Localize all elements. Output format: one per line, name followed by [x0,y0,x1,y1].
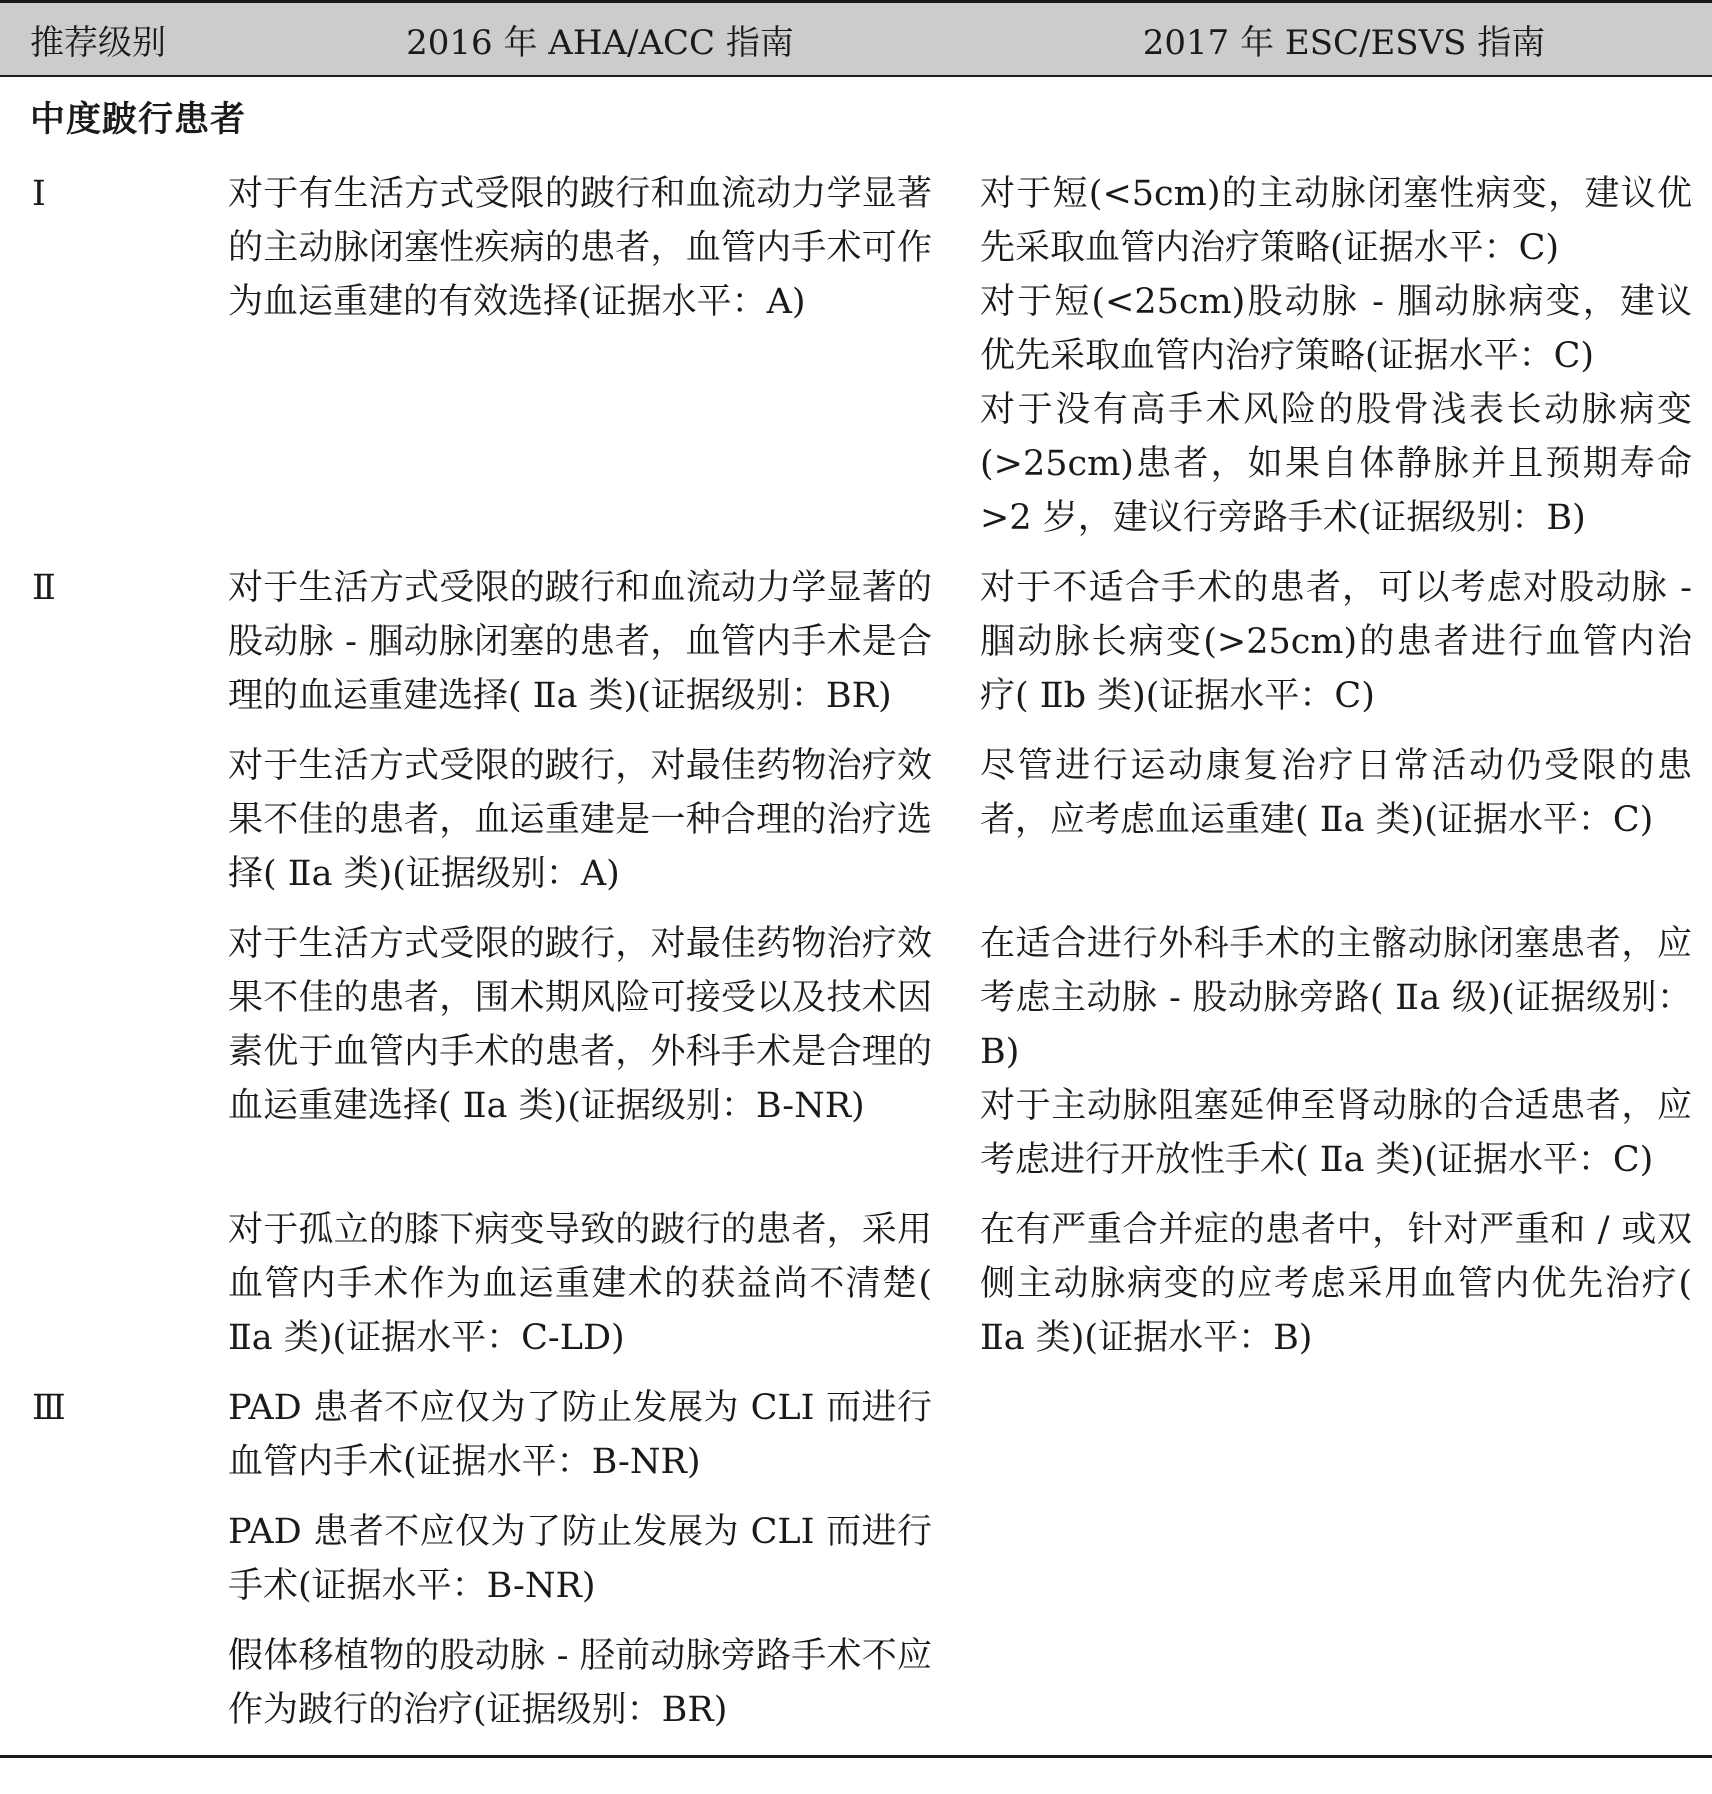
aha-2016-recommendation: 对于孤立的膝下病变导致的跛行的患者，采用血管内手术作为血运重建术的获益尚不清楚( Ⅱa 类)(证据水平：C-LD) [228,1210,932,1358]
table-row [0,1195,1712,1373]
header-row [0,2,1712,77]
esc-2017-recommendation: 对于主动脉阻塞延伸至肾动脉的合适患者，应考虑进行开放性手术( Ⅱa 类)(证据水平：C) [980,1086,1692,1180]
esc-2017-cell [976,1373,1712,1497]
table-row [0,731,1712,909]
esc-2017-recommendation: 在适合进行外科手术的主髂动脉闭塞患者，应考虑主动脉 - 股动脉旁路( Ⅱa 级)(证据级别：B) [980,924,1692,1072]
table-row [0,909,1712,1195]
esc-2017-recommendation: 在有严重合并症的患者中，针对严重和 / 或双侧主动脉病变的应考虑采用血管内优先治疗( Ⅱa 类)(证据水平：B) [980,1210,1692,1358]
esc-2017-cell [976,909,1712,1195]
table-row [0,1621,1712,1745]
esc-2017-cell [976,159,1712,553]
esc-2017-recommendation: 对于没有高手术风险的股骨浅表长动脉病变(>25cm)患者，如果自体静脉并且预期寿命 >2 岁，建议行旁路手术(证据级别：B) [980,390,1692,538]
esc-2017-recommendation: 对于短(<25cm)股动脉 - 腘动脉病变，建议优先采取血管内治疗策略(证据水平：C) [980,282,1692,376]
table-body [0,76,1712,1757]
recommendation-level [0,909,224,1195]
table-row [0,159,1712,553]
aha-2016-recommendation: 对于生活方式受限的跛行，对最佳药物治疗效果不佳的患者，血运重建是一种合理的治疗选择( Ⅱa 类)(证据级别：A) [228,746,932,894]
esc-2017-cell [976,731,1712,909]
esc-2017-recommendation: 对于不适合手术的患者，可以考虑对股动脉 - 腘动脉长病变(>25cm)的患者进行血管内治疗( Ⅱb 类)(证据水平：C) [980,568,1692,716]
section-title: 中度跛行患者 [30,99,247,140]
aha-2016-cell [224,159,976,553]
aha-2016-recommendation: 对于生活方式受限的跛行和血流动力学显著的股动脉 - 腘动脉闭塞的患者，血管内手术是合理的血运重建选择( Ⅱa 类)(证据级别：BR) [228,568,932,716]
esc-2017-cell [976,1621,1712,1745]
aha-2016-recommendation: PAD 患者不应仅为了防止发展为 CLI 而进行手术(证据水平：B-NR) [228,1512,932,1606]
esc-2017-recommendation: 尽管进行运动康复治疗日常活动仍受限的患者，应考虑血运重建( Ⅱa 类)(证据水平：C) [980,746,1692,840]
table-bottom-rule [0,1745,1712,1757]
esc-2017-cell [976,1195,1712,1373]
recommendation-level [0,1621,224,1745]
recommendation-level: Ⅱ [32,568,56,608]
aha-2016-cell [224,1497,976,1621]
aha-2016-recommendation: PAD 患者不应仅为了防止发展为 CLI 而进行血管内手术(证据水平：B-NR) [228,1388,932,1482]
table-row [0,1497,1712,1621]
section-row [0,76,1712,159]
recommendation-level: Ⅲ [32,1388,66,1428]
esc-2017-recommendation: 对于短(<5cm)的主动脉闭塞性病变，建议优先采取血管内治疗策略(证据水平：C) [980,174,1692,268]
header-esc-2017: 2017 年 ESC/ESVS 指南 [976,2,1712,77]
table-row [0,553,1712,731]
recommendation-level [0,731,224,909]
table-header [0,2,1712,77]
esc-2017-cell [976,1497,1712,1621]
bottom-rule-cell [0,1745,1712,1757]
recommendation-level: Ⅰ [32,174,46,214]
aha-2016-recommendation: 对于生活方式受限的跛行，对最佳药物治疗效果不佳的患者，围术期风险可接受以及技术因素优于血管内手术的患者，外科手术是合理的血运重建选择( Ⅱa 类)(证据级别：B-NR) [228,924,932,1126]
aha-2016-recommendation: 假体移植物的股动脉 - 胫前动脉旁路手术不应作为跛行的治疗(证据级别：BR) [228,1636,932,1730]
aha-2016-cell [224,1621,976,1745]
header-level: 推荐级别 [0,2,224,77]
aha-2016-cell [224,1195,976,1373]
table-row [0,1373,1712,1497]
aha-2016-cell [224,731,976,909]
aha-2016-cell [224,909,976,1195]
aha-2016-recommendation: 对于有生活方式受限的跛行和血流动力学显著的主动脉闭塞性疾病的患者，血管内手术可作为血运重建的有效选择(证据水平：A) [228,174,932,322]
esc-2017-cell [976,553,1712,731]
aha-2016-cell [224,553,976,731]
header-aha-2016: 2016 年 AHA/ACC 指南 [224,2,976,77]
aha-2016-cell [224,1373,976,1497]
recommendation-level [0,1497,224,1621]
recommendation-level [0,1195,224,1373]
